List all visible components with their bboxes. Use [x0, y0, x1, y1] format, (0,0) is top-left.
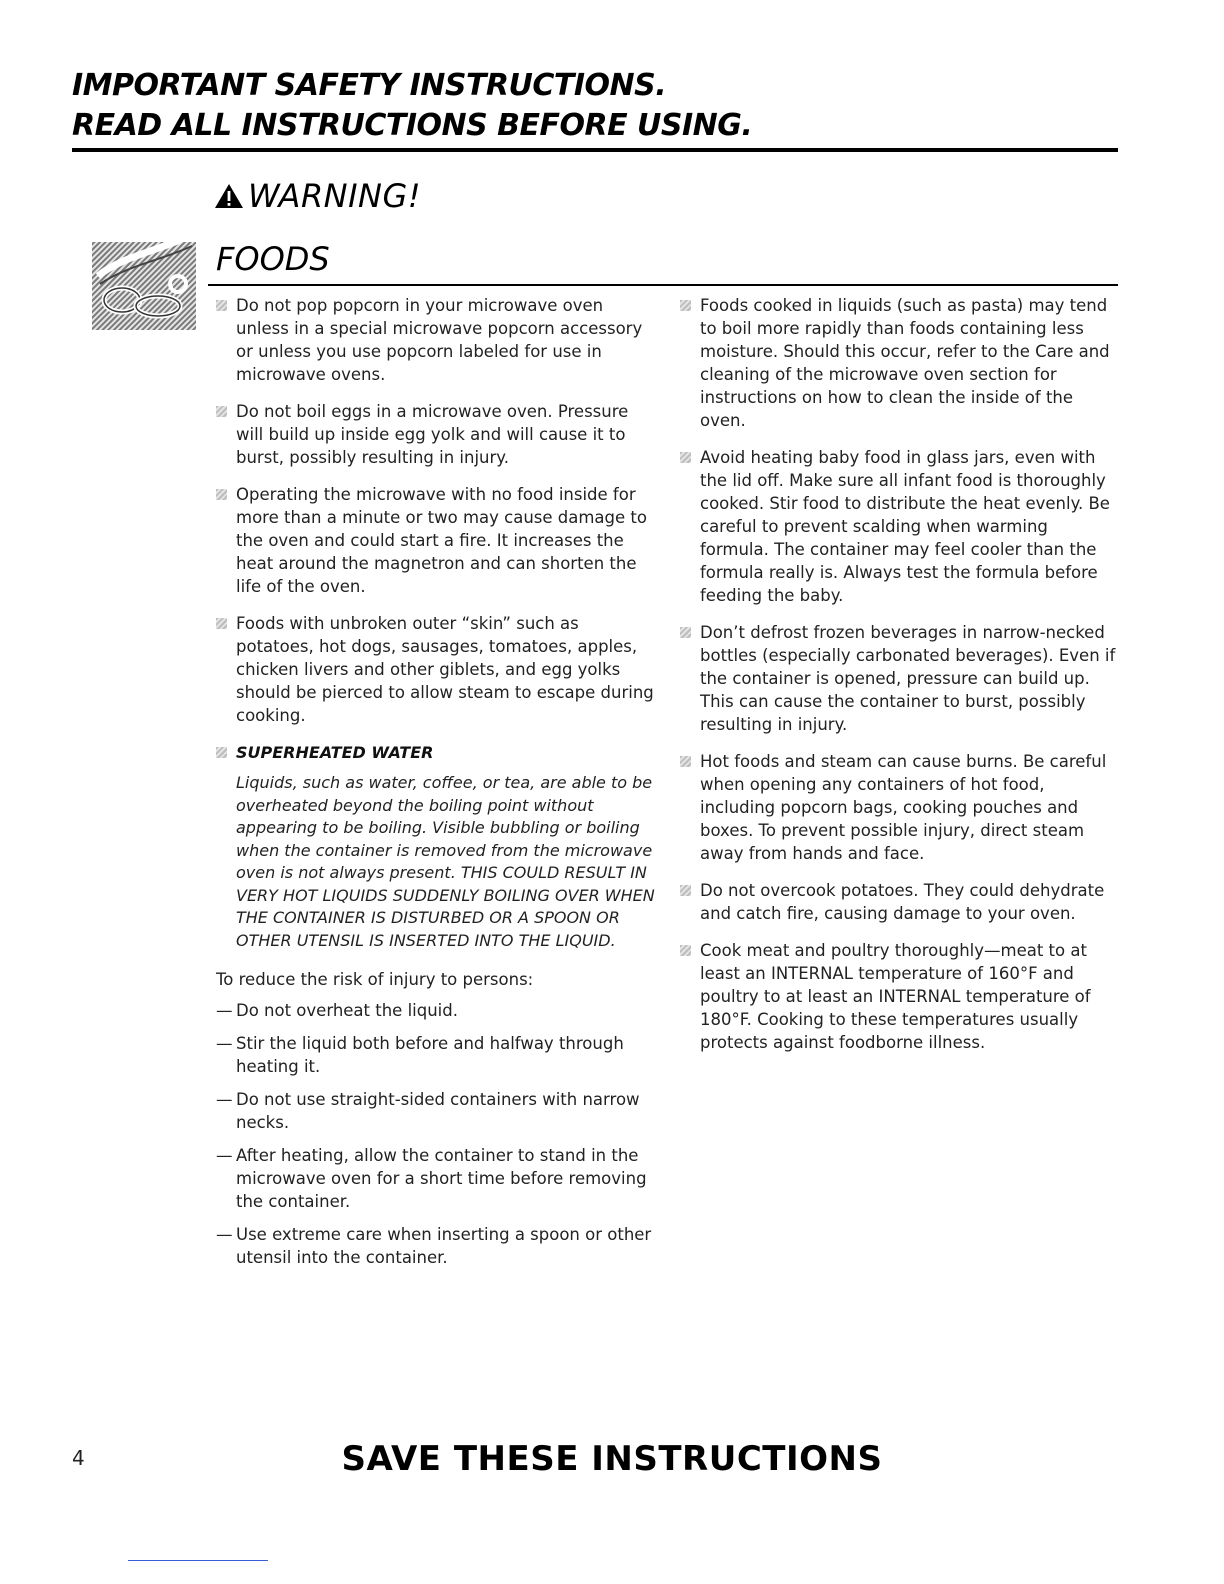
list-item-text: Do not boil eggs in a microwave oven. Pressure will build up inside egg yolk and will cause it to burst, possibly resulting in injury.: [236, 402, 629, 467]
superheated-heading-row: [216, 741, 660, 764]
list-item-text: Avoid heating baby food in glass jars, even with the lid off. Make sure all infant food is thoroughly cooked. Stir food to distribute the heat evenly. Be careful to prevent scalding when warming formula. The container may feel cooler than the formula really is. Always test the formula before feeding the baby.: [700, 448, 1110, 605]
list-item: [216, 400, 660, 469]
dash-list-item-text: Do not use straight-sided containers with narrow necks.: [236, 1090, 640, 1132]
dash-list-item-text: After heating, allow the container to stand in the microwave oven for a short time before removing the container.: [236, 1146, 647, 1211]
bullet-icon: [680, 756, 691, 767]
dash-list-item: [216, 999, 660, 1022]
dash-list-item: [216, 1032, 660, 1078]
header-line-2: READ ALL INSTRUCTIONS BEFORE USING.: [72, 108, 753, 143]
bullet-icon: [216, 300, 227, 311]
bullet-icon: [680, 300, 691, 311]
header-divider: [72, 148, 1118, 152]
bottom-divider: [128, 1560, 268, 1561]
bullet-icon: [680, 627, 691, 638]
list-item: [680, 621, 1120, 736]
dash-marker: —: [216, 1225, 233, 1244]
list-item-text: Hot foods and steam can cause burns. Be careful when opening any containers of hot food, including popcorn bags, cooking pouches and boxes. To prevent possible injury, direct steam away from hands and face.: [700, 752, 1107, 863]
list-item-text: Don’t defrost frozen beverages in narrow-necked bottles (especially carbonated beverages). Even if the container is opened, pressure can build up. This can cause the container to burst, possibly resulting in injury.: [700, 623, 1116, 734]
save-instructions-footer: SAVE THESE INSTRUCTIONS: [341, 1439, 883, 1479]
dash-marker: —: [216, 1146, 233, 1165]
section-title: FOODS: [216, 240, 330, 278]
bullet-icon: [680, 452, 691, 463]
reduce-risk-intro: To reduce the risk of injury to persons:: [216, 970, 534, 989]
dash-list-item: [216, 1223, 660, 1269]
dash-list-item: [216, 1144, 660, 1213]
list-item-text: Do not pop popcorn in your microwave oven unless in a special microwave popcorn accessory or unless you use popcorn labeled for use in microwave ovens.: [236, 296, 643, 384]
list-item: [680, 294, 1120, 432]
list-item-text: Operating the microwave with no food inside for more than a minute or two may cause damage to the oven and could start a fire. It increases the heat around the magnetron and can shorten the life of the oven.: [236, 485, 647, 596]
food-illustration-icon: [92, 226, 196, 330]
warning-banner: [214, 174, 421, 218]
dash-marker: —: [216, 1034, 233, 1053]
list-item-text: Foods with unbroken outer “skin” such as potatoes, hot dogs, sausages, tomatoes, apples, chicken livers and other giblets, and egg yolks should be pierced to allow steam to escape during cooking.: [236, 614, 654, 725]
right-column: [680, 294, 1120, 1068]
page-number: 4: [72, 1446, 85, 1470]
dash-marker: —: [216, 1090, 233, 1109]
dash-list-item-text: Do not overheat the liquid.: [236, 1001, 458, 1020]
warning-triangle-icon: [214, 182, 244, 210]
list-item-text: Foods cooked in liquids (such as pasta) may tend to boil more rapidly than foods containing less moisture. Should this occur, refer to the Care and cleaning of the microwave oven section for instructions on how to clean the inside of the oven.: [700, 296, 1110, 430]
list-item: [216, 483, 660, 598]
bullet-icon: [680, 945, 691, 956]
list-item: [216, 612, 660, 727]
dash-list-item-text: Stir the liquid both before and halfway through heating it.: [236, 1034, 624, 1076]
header-line-1: IMPORTANT SAFETY INSTRUCTIONS.: [72, 68, 667, 103]
list-item: [680, 750, 1120, 865]
bullet-icon: [216, 747, 227, 758]
page-header: [72, 66, 1118, 146]
section-divider: [208, 284, 1118, 286]
bullet-icon: [216, 618, 227, 629]
list-item: [216, 294, 660, 386]
warning-label: WARNING!: [248, 177, 422, 215]
list-item-text: Cook meat and poultry thoroughly—meat to at least an INTERNAL temperature of 160°F and poultry to at least an INTERNAL temperature of 180°F. Cooking to these temperatures usually protects against foodborne illness.: [700, 941, 1091, 1052]
superheated-body: Liquids, such as water, coffee, or tea, are able to be overheated beyond the boiling point without appearing to be boiling. Visible bubbling or boiling when the container is removed from the microwave oven is not always present. THIS COULD RESULT IN VERY HOT LIQUIDS SUDDENLY BOILING OVER WHEN THE CONTAINER IS DISTURBED OR A SPOON OR OTHER UTENSIL IS INSERTED INTO THE LIQUID.: [236, 773, 655, 950]
bullet-icon: [216, 406, 227, 417]
bullet-icon: [216, 489, 227, 500]
list-item: [680, 939, 1120, 1054]
dash-list-item-text: Use extreme care when inserting a spoon or other utensil into the container.: [236, 1225, 652, 1267]
bullet-icon: [680, 885, 691, 896]
list-item: [680, 879, 1120, 925]
left-column: [216, 294, 660, 1279]
dash-list-item: [216, 1088, 660, 1134]
dash-marker: —: [216, 1001, 233, 1020]
superheated-heading: SUPERHEATED WATER: [236, 743, 434, 762]
list-item-text: Do not overcook potatoes. They could dehydrate and catch fire, causing damage to your oven.: [700, 881, 1105, 923]
list-item: [680, 446, 1120, 607]
